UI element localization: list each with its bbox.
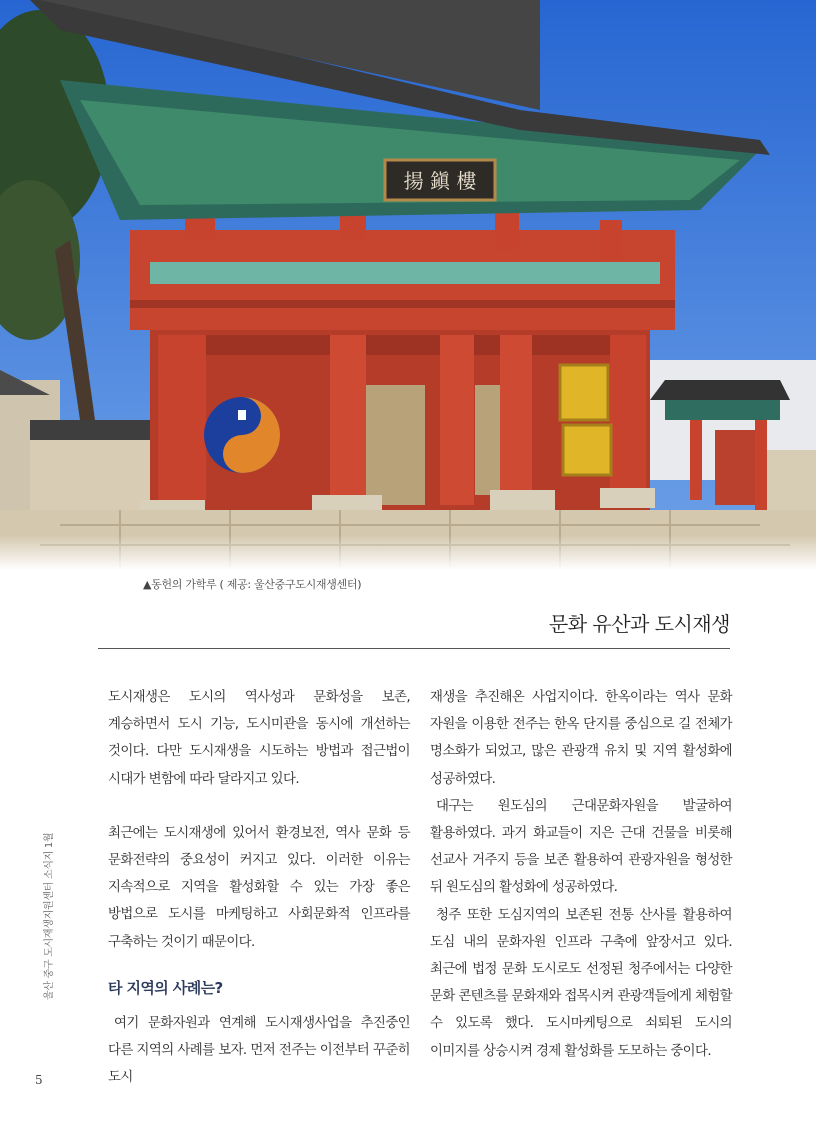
signboard-text: 揚 鎭 樓 [403,169,477,193]
page-number: 5 [35,1073,43,1087]
paragraph: 여기 문화자원과 연계해 도시재생사업을 추진중인 다른 지역의 사례를 보자. 먼저 전주는 이전부터 꾸준히 도시 [108,1015,410,1086]
section-title: 문화 유산과 도시재생 [548,612,730,636]
side-label-text: 울산 중구 도시재생지원센터 소식지 1월 [44,832,55,1000]
paragraph: 대구는 원도심의 근대문화자원을 발굴하여 활용하였다. 과거 화교들이 지은 근대 건물을 비롯해 선교사 거주지 등을 보존 활용하여 관광자원을 형성한 뒤 원도심의 활성화에 성공하였다. [430,798,732,896]
text-column-right [430,684,732,1065]
text-column-left [108,684,410,1091]
subheading: 타 지역의 사례는? [108,978,223,997]
paragraph: 청주 또한 도심지역의 보존된 전통 산사를 활용하여 도심 내의 문화자원 인프라 구축에 앞장서고 있다. 최근에 법정 문화 도시로도 선정된 청주에서는 다양한 문화 콘텐츠를 문화재와 접목시켜 관광객들에게 체험할 수 있도록 했다. 도시마케팅으로 쇠퇴된 도시의 이미지를 상승시켜 경제 활성화를 도모하는 중이다. [430,907,732,1059]
hero-photo-gate-pavilion [0,0,816,570]
title-divider [98,648,730,649]
paragraph: 도시재생은 도시의 역사성과 문화성을 보존, 계승하면서 도시 기능, 도시미관을 동시에 개선하는 것이다. 다만 도시재생을 시도하는 방법과 접근법이 시대가 변함에 따라 달라지고 있다. [108,690,410,787]
photo-caption: ▲동헌의 가학루 ( 제공: 울산중구도시재생센터) [143,578,362,591]
paragraph: 최근에는 도시재생에 있어서 환경보전, 역사 문화 등 문화전략의 중요성이 커지고 있다. 이러한 이유는 지속적으로 지역을 활성화할 수 있는 가장 좋은 방법으로 도시를 마케팅하고 사회문화적 인프라를 구축하는 것이기 때문이다. [108,825,410,950]
publication-side-label [40,820,54,1000]
paragraph: 재생을 추진해온 사업지이다. 한옥이라는 역사 문화 자원을 이용한 전주는 한옥 단지를 중심으로 길 전체가 명소화가 되었고, 많은 관광객 유치 및 지역 활성화에 성공하였다. [430,690,732,787]
